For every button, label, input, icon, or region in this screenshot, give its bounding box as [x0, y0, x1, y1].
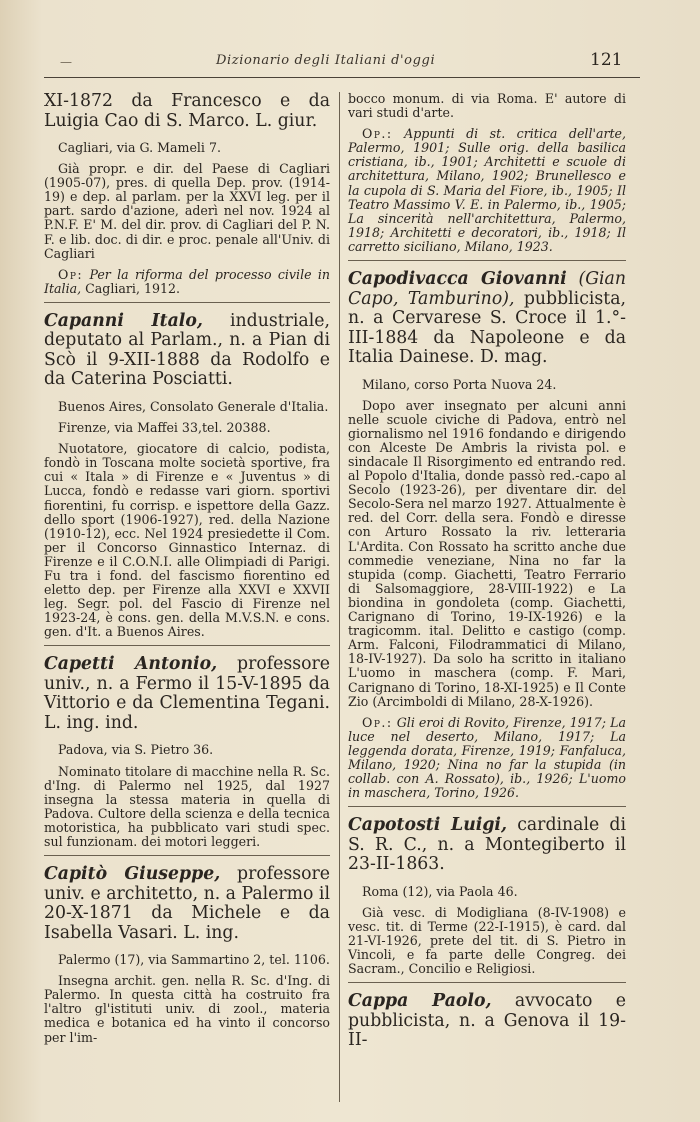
entry-works: Op.: Appunti di st. critica dell'arte, Palermo, 1901; Sulle orig. della basilica cristiana, ib., 1901; Architetti e scuole di architettura, Milano, 1902; Brunellesco e la cupola di S. Maria del Fiore, ib., 1905; Il Teatro Massimo V. E. in Palermo, ib., 1905; La sincerità nell'architettura, Palermo, 1918; Architetti e decoratori, ib., 1918; Il carretto siciliano, Milano, 1923. — [348, 126, 626, 254]
entry-continuation-body: bocco monum. di via Roma. E' autore di vari studi d'arte. — [348, 91, 626, 121]
header-rule — [44, 77, 640, 78]
entry-address: Palermo (17), via Sammartino 2, tel. 1106. — [58, 952, 330, 968]
entry-body: Nuotatore, giocatore di calcio, podista, fondò in Toscana molte società sportive, fra cui « Itala » di Firenze e « Juventus » di Lucca, fondò e redasse vari giorn. sportivi fiorentini, fu corrisp. e ispettore della Gazz. dello sport (1906-1927), red. della Nazione (1910-12), ecc. Nel 1924 presiedette il Com. per il Concorso Ginnastico Internaz. di Firenze e il C.O.N.I. alle Olimpiadi di Parigi. Fu tra i fond. del fascismo fiorentino ed eletto dep. per Firenze alla XXVI e XXVII leg. Segr. pol. del Fascio di Firenze nel 1923-24, è cons. gen. della M.V.S.N. e cons. gen. d'It. a Buenos Aires. — [44, 441, 330, 640]
entry-name: Cappa Paolo, — [348, 991, 492, 1012]
right-column — [348, 92, 626, 1051]
page-number: 121 — [590, 50, 623, 70]
entry-works: Op: Per la riforma del processo civile in Italia, Cagliari, 1912. — [44, 266, 330, 296]
entry-name: Capetti Antonio, — [44, 654, 218, 675]
entry-address: Roma (12), via Paola 46. — [362, 883, 518, 899]
entry-capito: Capitò Giuseppe, professore univ. e architetto, n. a Palermo il 20-X-1871 da Michele e da Isabella Vasari. L. ing. — [44, 864, 330, 943]
entry-continuation-heading: XI-1872 da Francesco e da Luigia Cao di S. Marco. L. giur. — [44, 91, 330, 131]
entry-separator — [44, 302, 330, 303]
entry-capotosti: Capotosti Luigi, cardinale di S. R. C., n. a Montegiberto il 23-II-1863. — [348, 815, 626, 875]
entry-address: Cagliari, via G. Mameli 7. — [58, 140, 221, 155]
header-dash: — — [60, 55, 72, 69]
entry-separator — [348, 806, 626, 807]
entry-address: Padova, via S. Pietro 36. — [58, 742, 214, 758]
entry-name: Capanni Italo, — [44, 310, 203, 331]
left-column — [44, 92, 330, 1045]
entry-works: Op.: Gli eroi di Rovito, Firenze, 1917; La luce nel deserto, Milano, 1917; La leggenda dorata, Firenze, 1919; Fanfaluca, Milano, 1920; Nina no far la stupida (in collab. con A. Rossato), ib., 1926; L'uomo in maschera, Torino, 1926. — [348, 714, 626, 801]
entry-address: Milano, corso Porta Nuova 24. — [362, 376, 557, 392]
entry-name: Capotosti Luigi, — [348, 815, 508, 836]
entry-body: Già vesc. di Modigliana (8-IV-1908) e vesc. tit. di Terme (22-I-1915), è card. dal 21-VI-1926, prete del tit. di S. Pietro in Vincoli, e fa parte delle Congreg. dei Sacram., Concilio e Religiosi. — [348, 904, 626, 977]
entry-address: Firenze, via Maffei 33,tel. 20388. — [58, 420, 271, 436]
entry-body: Nominato titolare di macchine nella R. Sc. d'Ing. di Palermo nel 1925, dal 1927 insegna la stessa materia in quella di Padova. Cultore della scienza e della tecnica motoristica, ha pubblicato vari studi spec. sul funzionam. dei motori leggeri. — [44, 763, 330, 849]
entry-capetti: Capetti Antonio, professore univ., n. a Fermo il 15-V-1895 da Vittorio e da Clementina Tegani. L. ing. ind. — [44, 654, 330, 733]
entry-body: Insegna archit. gen. nella R. Sc. d'Ing. di Palermo. In questa città ha costruito fra l'altro gl'istituti univ. di zool., materia medica e botanica ed ha vinto il concorso per l'im- — [44, 973, 330, 1045]
entry-separator — [348, 982, 626, 983]
entry-name: Capodivacca Giovanni — [348, 269, 567, 290]
running-header — [0, 52, 700, 72]
entry-capodivacca: Capodivacca Giovanni (Gian Capo, Tamburino), pubblicista, n. a Cervarese S. Croce il 1.°-III-1884 da Napoleone e da Italia Dainese. D. mag. — [348, 269, 627, 368]
entry-capanni: Capanni Italo, industriale, deputato al Parlam., n. a Pian di Scò il 9-XII-1888 da Rodolfo e da Caterina Posciatti. — [44, 310, 330, 390]
entry-separator — [44, 855, 330, 856]
entry-cappa: Cappa Paolo, avvocato e pubblicista, n. a Genova il 19-II- — [348, 991, 626, 1051]
header-title: Dizionario degli Italiani d'oggi — [216, 53, 436, 68]
entry-address: Buenos Aires, Consolato Generale d'Italia. — [58, 398, 329, 414]
entry-separator — [348, 260, 626, 261]
column-divider — [339, 92, 340, 1102]
entry-body: Dopo aver insegnato per alcuni anni nelle scuole civiche di Padova, entrò nel giornalismo nel 1916 fondando e dirigendo con Alceste De Ambris la rivista pol. e sindacale Il Risorgimento ed entrando red. al Popolo d'Italia, donde passò red.-capo al Secolo (1923-26), per diventare dir. del Secolo-Sera nel marzo 1927. Attualmente è red. del Corr. della sera. Fondò e diresse con Arturo Rossato la riv. letteraria L'Ardita. Con Rossato ha scritto anche due commedie veneziane, Nina no far la stupida (comp. Giachetti, Teatro Ferrario di Salsomaggiore, 28-VIII-1922) e La biondina in gondoleta (comp. Giachetti, Carignano di Torino, 19-IX-1926) e la tragicomm. ital. Delitto e castigo (comp. Arm. Falconi, Filodrammatici di Milano, 18-IV-1927). Da solo ha scritto in italiano L'uomo in maschera (comp. F. Mari, Carignano di Torino, 18-XI-1925) e Il Conte Zio (Arcimboldi di Milano, 28-X-1926). — [348, 397, 626, 709]
entry-separator — [44, 645, 330, 646]
entry-body: Già propr. e dir. del Paese di Cagliari (1905-07), pres. di quella Dep. prov. (1914-19) e dep. al parlam. per la XXVI leg. per il part. sardo d'azione, aderì nel nov. 1924 al P.N.F. E' M. del dir. prov. di Cagliari del P. N. F. e lib. doc. di dir. e proc. penale all'Univ. di Cagliari — [44, 161, 330, 261]
entry-name: Capitò Giuseppe, — [44, 864, 221, 885]
